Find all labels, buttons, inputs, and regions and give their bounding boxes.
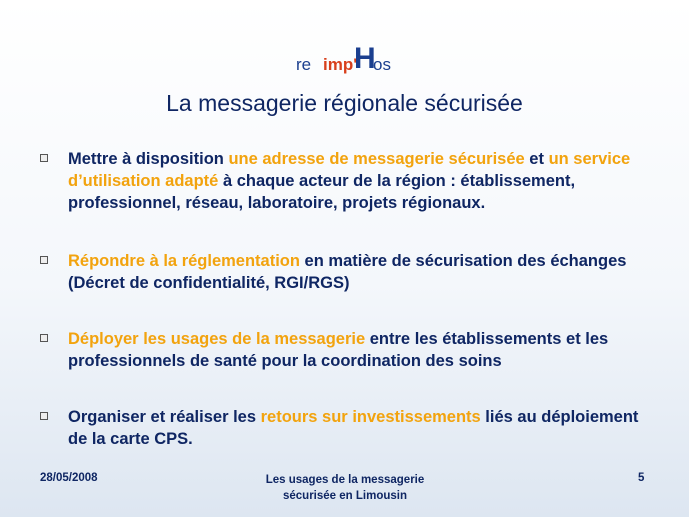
bullet-square-icon bbox=[40, 334, 48, 342]
footer-title-line1: Les usages de la messagerie bbox=[265, 474, 425, 486]
text-segment: en matière de sécurisation des échanges (Décret de confidentialité, RGI/RGS) bbox=[68, 252, 627, 292]
highlighted-text: retours sur investissements bbox=[260, 408, 481, 426]
text-segment: Mettre à disposition bbox=[68, 150, 229, 168]
page-number: 5 bbox=[638, 472, 645, 484]
logo-part-h: H bbox=[354, 42, 376, 75]
bullet-text bbox=[68, 148, 658, 214]
logo-part-os: os bbox=[373, 55, 391, 74]
highlighted-text: un service d’utilisation adapté bbox=[68, 150, 631, 190]
footer-date: 28/05/2008 bbox=[40, 472, 98, 484]
bullet-square-icon bbox=[40, 154, 48, 162]
bullet-text bbox=[68, 250, 658, 294]
bullet-text bbox=[68, 328, 658, 372]
highlighted-text: Déployer les usages de la messagerie bbox=[68, 330, 366, 348]
text-segment: Organiser et réaliser les bbox=[68, 408, 261, 426]
logo-part-re: re bbox=[296, 55, 312, 74]
highlighted-text: une adresse de messagerie sécurisée bbox=[228, 150, 525, 168]
highlighted-text: Répondre à la réglementation bbox=[68, 252, 300, 270]
text-segment: entre les établissements et les professionnels de santé pour la coordination des soins bbox=[68, 330, 609, 370]
text-segment: à chaque acteur de la région : établissement, professionnel, réseau, laboratoire, projets régionaux. bbox=[68, 172, 576, 212]
bullet-text bbox=[68, 406, 658, 450]
footer-title bbox=[240, 472, 450, 504]
footer-title-line2: sécurisée en Limousin bbox=[283, 490, 407, 502]
slide-title: La messagerie régionale sécurisée bbox=[166, 90, 523, 116]
logo-part-imp: imp' bbox=[323, 55, 358, 74]
bullet-square-icon bbox=[40, 256, 48, 264]
bullet-square-icon bbox=[40, 412, 48, 420]
text-segment: et bbox=[524, 150, 549, 168]
text-segment: liés au déploiement de la carte CPS. bbox=[68, 408, 639, 448]
